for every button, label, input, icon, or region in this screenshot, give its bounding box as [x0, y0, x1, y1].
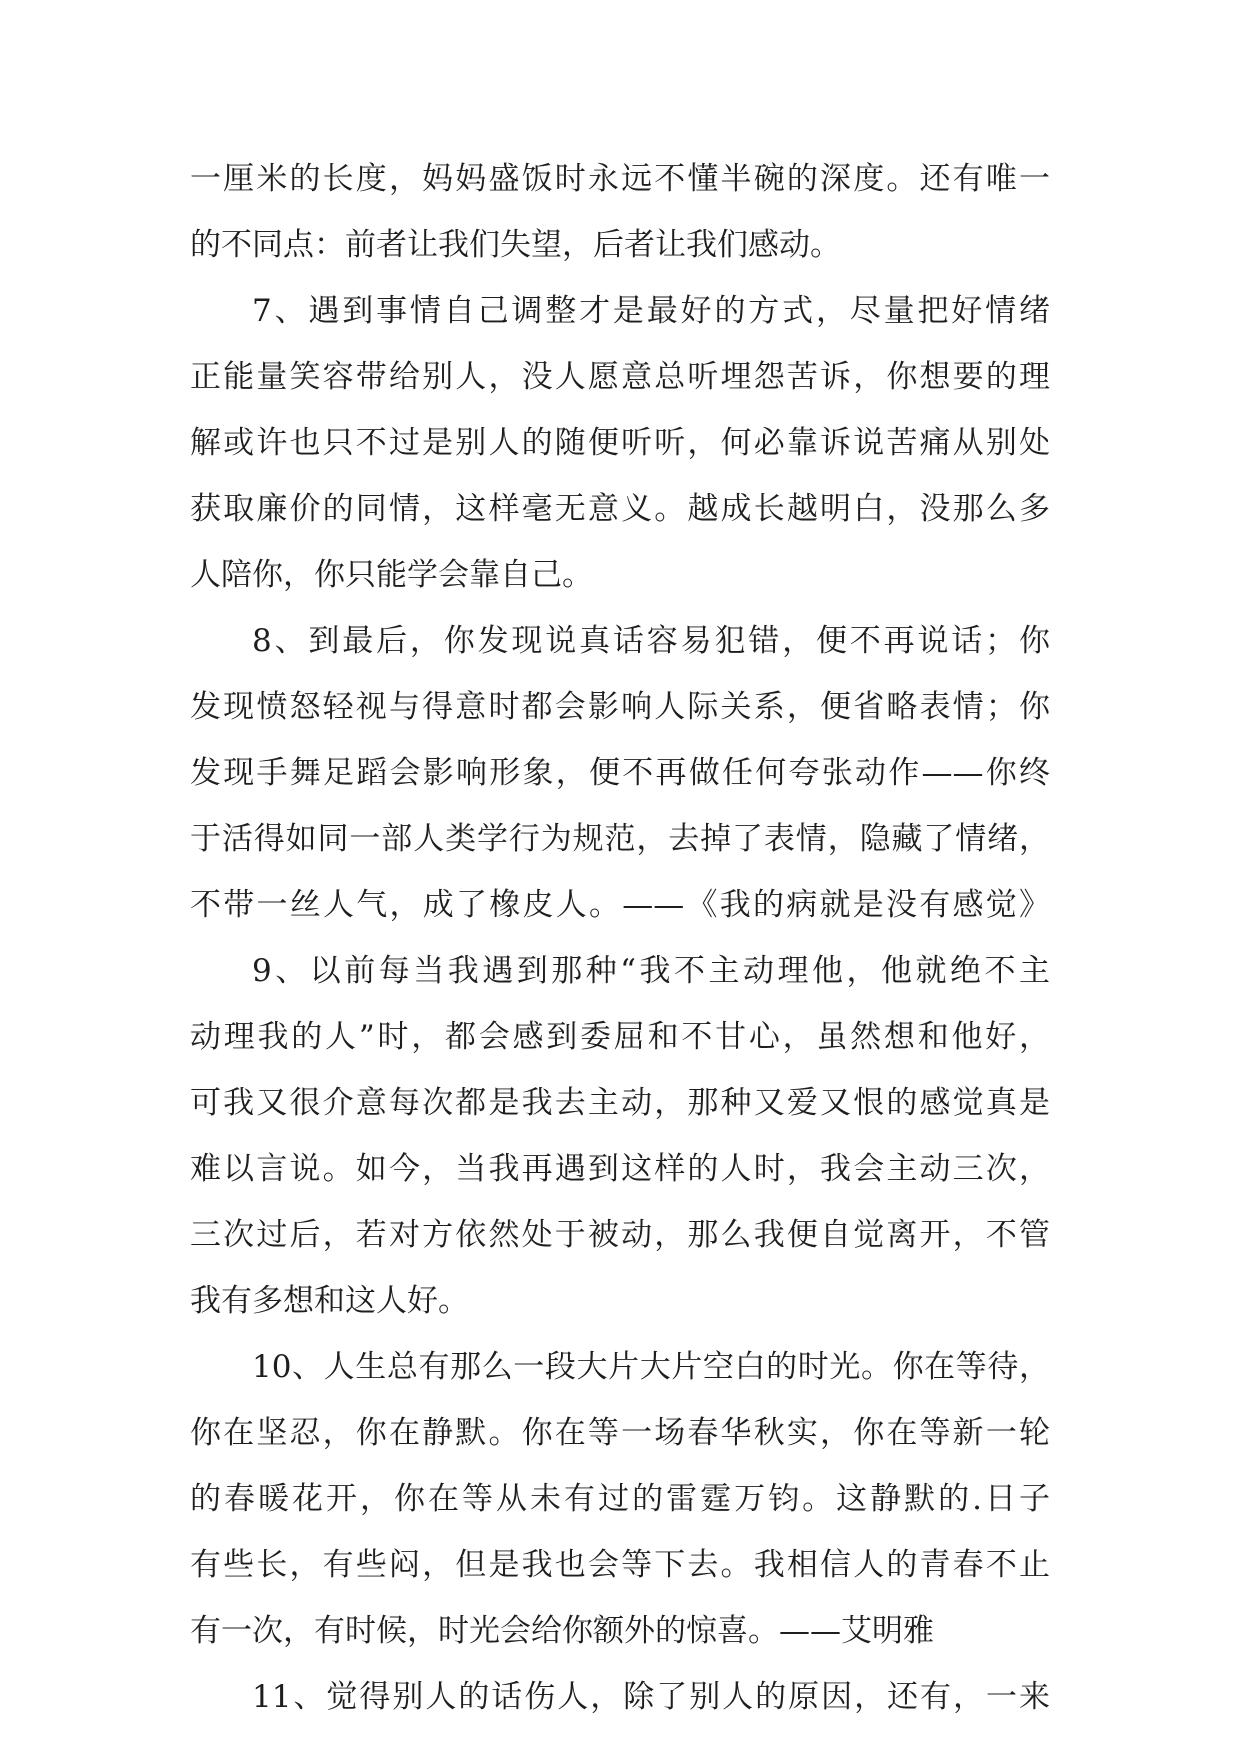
text-line: 不带一丝人气，成了橡皮人。——《我的病就是没有感觉》 [190, 887, 1050, 923]
text-line: 有些长，有些闷，但是我也会等下去。我相信人的青春不止 [190, 1547, 1050, 1583]
text-line: 7、遇到事情自己调整才是最好的方式，尽量把好情绪 [252, 293, 1050, 329]
text-line: 8、到最后，你发现说真话容易犯错，便不再说话；你 [252, 623, 1050, 659]
text-line: 的春暖花开，你在等从未有过的雷霆万钧。这静默的.日子 [190, 1481, 1050, 1517]
text-line: 11、觉得别人的话伤人，除了别人的原因，还有，一来 [252, 1679, 1050, 1715]
text-line: 动理我的人”时，都会感到委屈和不甘心，虽然想和他好， [190, 1019, 1050, 1055]
text-line: 人陪你，你只能学会靠自己。 [190, 557, 593, 593]
text-line: 你在坚忍，你在静默。你在等一场春华秋实，你在等新一轮 [190, 1415, 1050, 1451]
text-line: 10、人生总有那么一段大片大片空白的时光。你在等待， [252, 1349, 1050, 1385]
text-line: 获取廉价的同情，这样毫无意义。越成长越明白，没那么多 [190, 491, 1050, 527]
text-line: 于活得如同一部人类学行为规范，去掉了表情，隐藏了情绪， [190, 821, 1050, 857]
text-line: 三次过后，若对方依然处于被动，那么我便自觉离开，不管 [190, 1217, 1050, 1253]
text-line: 发现手舞足蹈会影响形象，便不再做任何夸张动作——你终 [190, 755, 1050, 791]
text-line: 的不同点：前者让我们失望，后者让我们感动。 [190, 227, 841, 263]
text-line: 有一次，有时候，时光会给你额外的惊喜。——艾明雅 [190, 1613, 934, 1649]
text-line: 可我又很介意每次都是我去主动，那种又爱又恨的感觉真是 [190, 1085, 1050, 1121]
text-line: 一厘米的长度，妈妈盛饭时永远不懂半碗的深度。还有唯一 [190, 161, 1050, 197]
text-line: 难以言说。如今，当我再遇到这样的人时，我会主动三次， [190, 1151, 1050, 1187]
text-line: 9、以前每当我遇到那种“我不主动理他，他就绝不主 [252, 953, 1050, 989]
text-line: 我有多想和这人好。 [190, 1283, 469, 1319]
text-line: 发现愤怒轻视与得意时都会影响人际关系，便省略表情；你 [190, 689, 1050, 725]
text-line: 正能量笑容带给别人，没人愿意总听埋怨苦诉，你想要的理 [190, 359, 1050, 395]
text-line: 解或许也只不过是别人的随便听听，何必靠诉说苦痛从别处 [190, 425, 1050, 461]
